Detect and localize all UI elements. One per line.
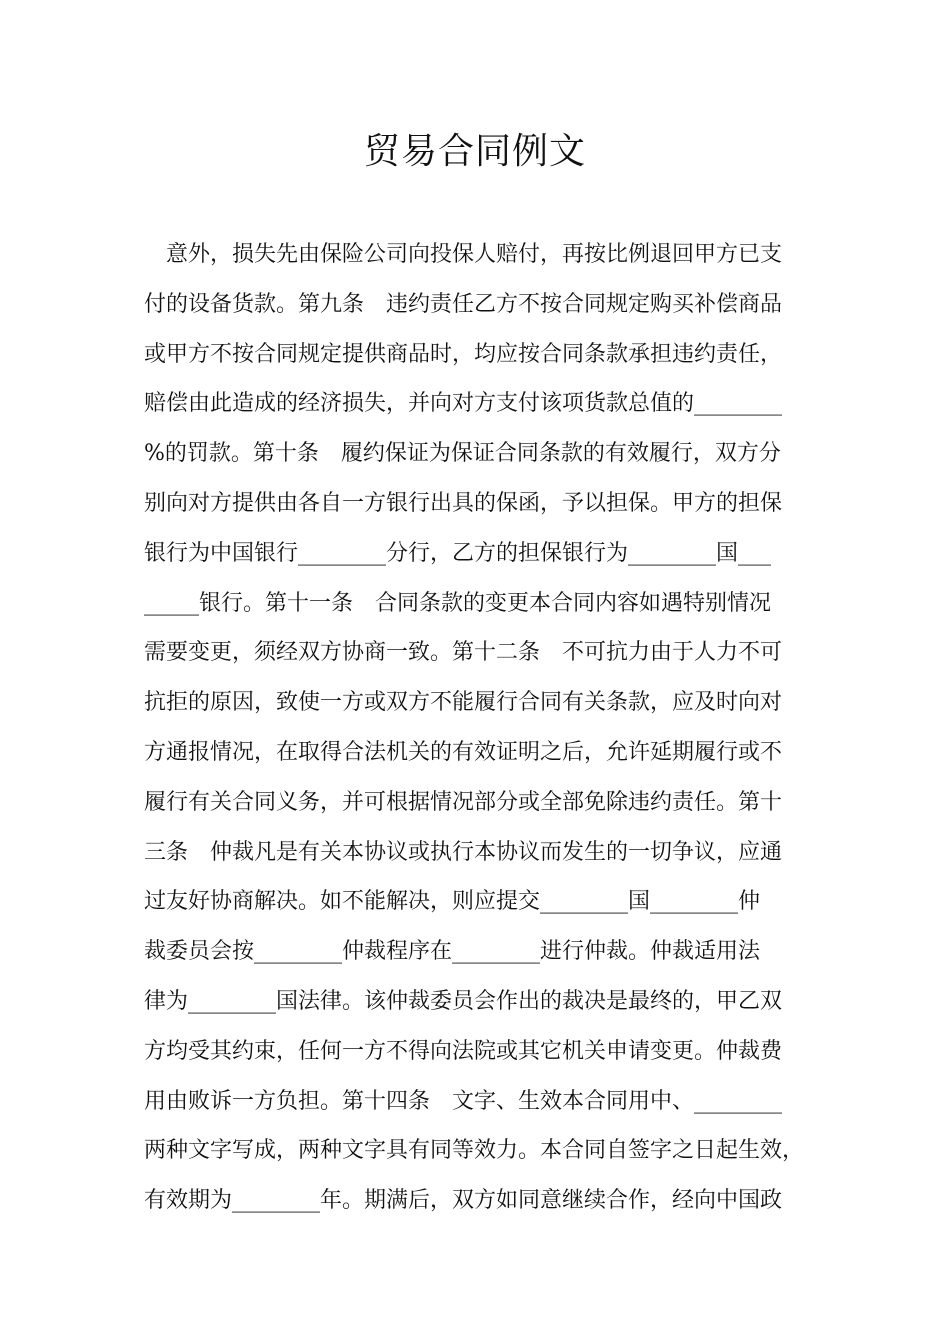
body-line: 意外，损失先由保险公司向投保人赔付，再按比例退回甲方已支 bbox=[144, 242, 783, 267]
body-line: 付的设备货款。第九条 违约责任乙方不按合同规定购买补偿商品 bbox=[144, 291, 783, 317]
body-line: 赔偿由此造成的经济损失，并向对方支付该项货款总值的________ bbox=[144, 391, 783, 417]
body-line: 过友好协商解决。如不能解决，则应提交________国________仲 bbox=[144, 889, 761, 915]
body-line: 律为________国法律。该仲裁委员会作出的裁决是最终的，甲乙双 bbox=[144, 988, 783, 1014]
document-title: 贸易合同例文 bbox=[363, 131, 586, 172]
body-line: 用由败诉一方负担。第十四条 文字、生效本合同用中、________ bbox=[144, 1088, 783, 1114]
body-line: 需要变更，须经双方协商一致。第十二条 不可抗力由于人力不可 bbox=[144, 640, 783, 666]
body-line: 履行有关合同义务，并可根据情况部分或全部免除违约责任。第十 bbox=[144, 789, 783, 815]
body-line: 银行为中国银行________分行，乙方的担保银行为________国___ bbox=[144, 540, 772, 566]
body-line: _____银行。第十一条 合同条款的变更本合同内容如遇特别情况 bbox=[144, 590, 772, 616]
document-body bbox=[144, 230, 814, 1226]
body-line: 方通报情况，在取得合法机关的有效证明之后，允许延期履行或不 bbox=[144, 739, 783, 765]
body-line: 有效期为________年。期满后，双方如同意继续合作，经向中国政 bbox=[144, 1188, 783, 1214]
body-line: %的罚款。第十条 履约保证为保证合同条款的有效履行，双方分 bbox=[144, 441, 781, 467]
body-line: 或甲方不按合同规定提供商品时，均应按合同条款承担违约责任， bbox=[144, 341, 783, 367]
body-line: 抗拒的原因，致使一方或双方不能履行合同有关条款，应及时向对 bbox=[144, 690, 783, 716]
body-line: 三条 仲裁凡是有关本协议或执行本协议而发生的一切争议，应通 bbox=[144, 839, 783, 865]
body-line: 两种文字写成，两种文字具有同等效力。本合同自签字之日起生效， bbox=[144, 1138, 805, 1164]
body-line: 裁委员会按________仲裁程序在________进行仲裁。仲裁适用法 bbox=[144, 939, 761, 965]
body-line: 方均受其约束，任何一方不得向法院或其它机关申请变更。仲裁费 bbox=[144, 1038, 783, 1064]
body-line: 别向对方提供由各自一方银行出具的保函，予以担保。甲方的担保 bbox=[144, 490, 783, 516]
